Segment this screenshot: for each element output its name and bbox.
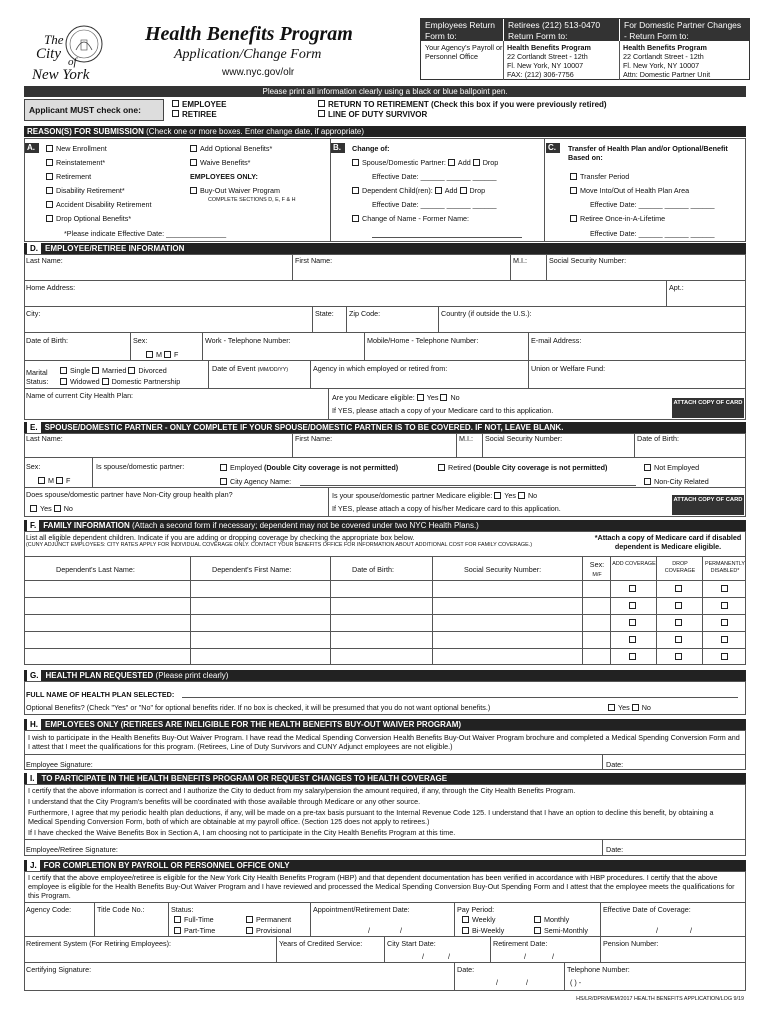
j-semimonthly[interactable]: Semi-Monthly (534, 926, 588, 935)
j-monthly[interactable]: Monthly (534, 915, 569, 924)
h-sig[interactable]: Employee Signature: (26, 760, 93, 769)
j-title-code[interactable]: Title Code No.: (97, 905, 145, 914)
a-item-2[interactable]: Retirement (46, 172, 91, 181)
j-pay: Pay Period: (457, 905, 495, 914)
d-work[interactable]: Work - Telephone Number: (205, 336, 291, 345)
d-email[interactable]: E-mail Address: (531, 336, 582, 345)
d-last[interactable]: Last Name: (26, 256, 63, 265)
d-mi[interactable]: M.I.: (513, 256, 527, 265)
j-appt-slash-2: / (400, 926, 402, 935)
j-status: Status: (171, 905, 194, 914)
j-eff-slash-1: / (656, 926, 658, 935)
employee-checkbox[interactable] (172, 100, 179, 107)
logo-newyork: New York (32, 67, 90, 83)
e-last[interactable]: Last Name: (26, 434, 63, 443)
d-agency[interactable]: Agency in which employed or retired from: (313, 364, 448, 373)
e-ssn[interactable]: Social Security Number: (485, 434, 563, 443)
e-is: Is spouse/domestic partner: (96, 462, 185, 471)
i-date[interactable]: Date: (606, 845, 624, 854)
h-date[interactable]: Date: (606, 760, 624, 769)
f-col-dob: Date of Birth: (352, 565, 394, 574)
d-plan[interactable]: Name of current City Health Plan: (26, 391, 134, 400)
lods-checkbox[interactable] (318, 110, 325, 117)
f-col-disabled: PERMANENTLY DISABLED* (704, 561, 746, 574)
d-zip[interactable]: Zip Code: (349, 309, 381, 318)
logo-city: City (36, 46, 61, 62)
b-name[interactable]: Change of Name - Former Name: (352, 214, 469, 223)
j-ret-date[interactable]: Retirement Date: (493, 939, 548, 948)
section-h-header: H. EMPLOYEES ONLY (RETIREES ARE INELIGIBLE FOR THE HEALTH BENEFITS BUY-OUT WAIVER PROGRAM) (24, 719, 746, 730)
j-biweekly[interactable]: Bi-Weekly (462, 926, 504, 935)
i-sig[interactable]: Employee/Retiree Signature: (26, 845, 118, 854)
f-line1: List all eligible dependent children. Indicate if you are adding or dropping coverage by checking the appropriate box below. (26, 533, 415, 542)
d-sex: Sex: (133, 336, 148, 345)
d-marital-row2[interactable]: Widowed Domestic Partnership (60, 377, 180, 386)
form-title: Health Benefits Program (145, 23, 353, 45)
section-d-header: D. EMPLOYEE/RETIREE INFORMATION (24, 243, 746, 254)
d-apt[interactable]: Apt.: (669, 283, 684, 292)
d-union[interactable]: Union or Welfare Fund: (531, 364, 606, 373)
h-text: I wish to participate in the Health Benefits Buy-Out Waiver Program. I have read the Medical Spending Conversion Health Benefits Buy-Out Waiver Program brochure and completed a Medical Spending Conversion Form and I attest that I meet the qualifications for this program. (Retirees, Line of Duty Survivors and CUNY Adjunct employees are not eligible.) (28, 733, 740, 751)
section-b-badge: B. (331, 143, 345, 153)
f-col-first: Dependent's First Name: (212, 565, 292, 574)
e-attach-tag: ATTACH COPY OF CARD (672, 495, 744, 515)
j-eff[interactable]: Effective Date of Coverage: (603, 905, 691, 914)
f-col-ssn: Social Security Number: (464, 565, 542, 574)
section-i-header: I. TO PARTICIPATE IN THE HEALTH BENEFITS PROGRAM OR REQUEST CHANGES TO HEALTH COVERAGE (24, 773, 746, 784)
e-retired[interactable]: Retired (Double City coverage is not permitted) (438, 463, 607, 472)
d-country[interactable]: Country (if outside the U.S.): (441, 309, 532, 318)
f-right-note: *Attach a copy of Medicare card if disabled dependent is Medicare eligible. (594, 533, 742, 551)
e-noncity-q: Does spouse/domestic partner have Non-City group health plan? (26, 490, 233, 499)
e-attach-note: If YES, please attach a copy of his/her Medicare card to this application. (332, 504, 561, 513)
c-transfer[interactable]: Transfer Period (570, 172, 629, 181)
f-line2: (CUNY ADJUNCT EMPLOYEES: CITY RATES APPLY FOR INDIVIDUAL COVERAGE ONLY. CONTACT YOUR BENEFITS OFFICE FOR INFORMATION ABOUT ADDITIONAL COST FOR FAMILY COVERAGE.) (26, 542, 533, 548)
j-ret-slash-1: / (524, 952, 526, 961)
j-city-start[interactable]: City Start Date: (387, 939, 436, 948)
j-phone[interactable]: Telephone Number: (567, 965, 630, 974)
c-eff-1[interactable]: Effective Date: ______ ______ ______ (590, 200, 715, 209)
j-text: I certify that the above employee/retiree is eligible for the New York City Health Benefits Program (HBP) and that dependent documentation has been verified in accordance with HBP procedures. I certify that the above employee is eligible for the Health Benefits Buy-Out Waiver Program and I have reviewed and processed the Medical Spending Conversion Buy-Out Spending Form and I attest that the employee meets the qualifications for this Program. (28, 873, 735, 900)
col2-line3: FAX: (212) 306-7756 (507, 70, 574, 79)
a-item-1[interactable]: Reinstatement* (46, 158, 105, 167)
g-opt: Optional Benefits? (Check "Yes" or "No" for optional benefits rider. If no box is checked, it will be presumed that you do not want optional benefits.) (26, 703, 491, 712)
col2-title: Health Benefits Program (507, 43, 591, 52)
j-years[interactable]: Years of Credited Service: (279, 939, 363, 948)
i-p4: If I have checked the Waive Benefits Box in Section A, I am choosing not to participate in the City Health Benefits Program at this time. (28, 828, 456, 837)
e-city-agency[interactable]: City Agency Name: (220, 477, 291, 486)
a-item-add-optional[interactable]: Add Optional Benefits* (190, 144, 272, 153)
applicant-return[interactable] (318, 100, 607, 110)
employees-only-label: EMPLOYEES ONLY: (190, 172, 258, 181)
employee-label: EMPLOYEE (182, 100, 227, 109)
f-row-3-boxes[interactable] (629, 618, 731, 627)
e-mi[interactable]: M.I.: (459, 434, 473, 443)
g-opt-yn[interactable]: Yes No (608, 703, 651, 712)
j-city-slash-2: / (448, 952, 450, 961)
j-eff-slash-2: / (690, 926, 692, 935)
e-first[interactable]: First Name: (295, 434, 333, 443)
col1-body: Your Agency's Payroll or Personnel Office (425, 43, 503, 61)
indicate-eff-date: *Please indicate Effective Date: _______________ (64, 229, 227, 238)
j-cert[interactable]: Certifying Signature: (26, 965, 92, 974)
col2-line2: Fl. New York, NY 10007 (507, 61, 584, 70)
f-col-last: Dependent's Last Name: (56, 565, 135, 574)
j-agency[interactable]: Agency Code: (26, 905, 72, 914)
i-p2: I understand that the City Program's benefits will be coordinated with those available through Medicare or any other source. (28, 797, 421, 806)
section-e-header: E. SPOUSE/DOMESTIC PARTNER - ONLY COMPLETE IF YOUR SPOUSE/DOMESTIC PARTNER IS TO BE COVERED. IF NOT, LEAVE BLANK. (24, 422, 746, 433)
form-subtitle: Application/Change Form (174, 47, 322, 62)
retiree-checkbox[interactable] (172, 110, 179, 117)
i-p3: Furthermore, I agree that my periodic health plan deductions, if any, will be made on a pre-tax basis pursuant to the Internal Revenue Code 125. I understand that I have an option to decline this benefit, by obtaining a Medical Spending Conversion Form, both of which are obtainable at my payroll office. (Section 125 does not apply to retirees.) (28, 808, 714, 826)
section-f-box (24, 531, 746, 665)
j-permanent[interactable]: Permanent (246, 915, 291, 924)
b-spouse[interactable]: Spouse/Domestic Partner: Add Drop (352, 158, 498, 167)
d-sex-options[interactable]: M F (146, 350, 178, 359)
d-mobile[interactable]: Mobile/Home - Telephone Number: (367, 336, 479, 345)
f-row-1-boxes[interactable] (629, 584, 731, 593)
buyout-item[interactable]: Buy-Out Waiver Program (190, 186, 280, 195)
j-fulltime[interactable]: Full-Time (174, 915, 214, 924)
a-item-waive[interactable]: Waive Benefits* (190, 158, 250, 167)
section-c-badge: C. (546, 143, 560, 153)
i-p1: I certify that the above information is correct and I authorize the City to deduct from my salary/pension the amount required, if any, through the City Health Benefits Program. (28, 786, 576, 795)
c-move[interactable]: Move Into/Out of Health Plan Area (570, 186, 689, 195)
j-date-slash-2: / (526, 978, 528, 987)
complete-sections-note: COMPLETE SECTIONS D, E, F & H (208, 197, 296, 203)
a-item-4[interactable]: Accident Disability Retirement (46, 200, 151, 209)
retiree-label: RETIREE (182, 110, 217, 119)
applicant-retiree[interactable] (172, 110, 217, 120)
j-date[interactable]: Date: (457, 965, 475, 974)
return-label: RETURN TO RETIREMENT (Check this box if you were previously retired) (328, 100, 607, 109)
e-noncity-yn[interactable]: Yes No (30, 504, 73, 513)
section-j-header: J. FOR COMPLETION BY PAYROLL OR PERSONNEL OFFICE ONLY (24, 860, 746, 871)
footer-code: HS/LR/DPR/MEM/2017 HEALTH BENEFITS APPLICATION/LOG 9/19 (576, 996, 744, 1002)
reasons-title: REASON(S) FOR SUBMISSION (27, 127, 144, 136)
section-f-header: F. FAMILY INFORMATION (Attach a second form if necessary; dependent may not be covered under two NYC Health Plans.) (24, 520, 746, 531)
e-sex-options[interactable]: M F (38, 476, 70, 485)
col3-line3: Attn: Domestic Partner Unit (623, 70, 711, 79)
return-table (420, 18, 750, 80)
c-title: Transfer of Health Plan and/or Optional/Benefit Based on: (568, 144, 728, 162)
applicant-label: Applicant MUST check one: (24, 99, 164, 121)
j-appt-slash-1: / (368, 926, 370, 935)
d-marital-row1[interactable]: Single Married Divorced (60, 366, 167, 375)
city-logo (26, 24, 106, 84)
j-city-slash-1: / (422, 952, 424, 961)
c-retiree[interactable]: Retiree Once-in-A-Lifetime (570, 214, 665, 223)
section-g-header: G. HEALTH PLAN REQUESTED (Please print clearly) (24, 670, 746, 681)
d-state[interactable]: State: (315, 309, 334, 318)
b-eff-1[interactable]: Effective Date: ______ ______ ______ (372, 172, 497, 181)
b-dependent[interactable]: Dependent Child(ren): Add Drop (352, 186, 485, 195)
j-weekly[interactable]: Weekly (462, 915, 495, 924)
j-provisional[interactable]: Provisional (246, 926, 291, 935)
d-event[interactable]: Date of Event (MM/DD/YY) (212, 364, 289, 373)
f-row-2-boxes[interactable] (629, 601, 731, 610)
f-col-add: ADD COVERAGE (612, 561, 656, 567)
reasons-subtitle: (Check one or more boxes. Enter change date, if appropriate) (146, 127, 365, 136)
a-item-3[interactable]: Disability Retirement* (46, 186, 125, 195)
print-note: Please print all information clearly using a black or blue ballpoint pen. (24, 86, 746, 97)
d-city[interactable]: City: (26, 309, 41, 318)
d-medicare[interactable]: Are you Medicare eligible: Yes No (332, 393, 460, 402)
a-item-5[interactable]: Drop Optional Benefits* (46, 214, 131, 223)
e-dob[interactable]: Date of Birth: (637, 434, 679, 443)
logo-of: of (68, 56, 77, 68)
b-title: Change of: (352, 144, 390, 153)
col3-head: For Domestic Partner Changes - Return Form to: (619, 19, 750, 41)
f-row-5-boxes[interactable] (629, 652, 731, 661)
col2-head: Retirees (212) 513-0470 Return Form to: (503, 19, 619, 41)
j-appt[interactable]: Appointment/Retirement Date: (313, 905, 410, 914)
e-not-employed[interactable]: Not Employed (644, 463, 699, 472)
logo-the: The (44, 32, 64, 47)
e-medicare[interactable]: Is your spouse/domestic partner Medicare eligible: Yes No (332, 491, 538, 500)
f-col-sex: Sex: M/F (589, 560, 605, 578)
applicant-employee[interactable] (172, 100, 226, 110)
applicant-lods[interactable] (318, 110, 427, 120)
j-phone-fmt: ( ) - (570, 978, 582, 987)
d-attach-note: If YES, please attach a copy of your Medicare card to this application. (332, 406, 554, 415)
lods-label: LINE OF DUTY SURVIVOR (328, 110, 428, 119)
col3-line1: 22 Cortlandt Street - 12th (623, 52, 704, 61)
return-checkbox[interactable] (318, 100, 325, 107)
col2-line1: 22 Cortlandt Street - 12th (507, 52, 588, 61)
d-home[interactable]: Home Address: (26, 283, 76, 292)
e-employed[interactable]: Employed (Double City coverage is not permitted) (220, 463, 398, 472)
col3-line2: Fl. New York, NY 10007 (623, 61, 700, 70)
j-date-slash-1: / (496, 978, 498, 987)
f-row-4-boxes[interactable] (629, 635, 731, 644)
g-full[interactable]: FULL NAME OF HEALTH PLAN SELECTED: (26, 690, 175, 699)
form-url[interactable]: www.nyc.gov/olr (222, 67, 295, 78)
e-sex: Sex: (26, 462, 41, 471)
j-ret-slash-2: / (552, 952, 554, 961)
col1-head: Employees Return Form to: (421, 19, 503, 41)
section-a-badge: A. (25, 143, 39, 153)
d-ssn[interactable]: Social Security Number: (549, 256, 627, 265)
j-ret-sys[interactable]: Retirement System (For Retiring Employees): (26, 939, 171, 948)
j-pension[interactable]: Pension Number: (603, 939, 659, 948)
reasons-header (24, 126, 746, 137)
f-col-drop: DROP COVERAGE (664, 561, 696, 574)
j-parttime[interactable]: Part-Time (174, 926, 215, 935)
d-dob[interactable]: Date of Birth: (26, 336, 68, 345)
c-eff-2[interactable]: Effective Date: ______ ______ ______ (590, 229, 715, 238)
col3-title: Health Benefits Program (623, 43, 707, 52)
e-noncity[interactable]: Non-City Related (644, 477, 709, 486)
d-marital: Marital Status: (26, 368, 49, 386)
b-eff-2[interactable]: Effective Date: ______ ______ ______ (372, 200, 497, 209)
d-first[interactable]: First Name: (295, 256, 333, 265)
d-attach-tag: ATTACH COPY OF CARD (672, 398, 744, 418)
a-item-0[interactable]: New Enrollment (46, 144, 107, 153)
